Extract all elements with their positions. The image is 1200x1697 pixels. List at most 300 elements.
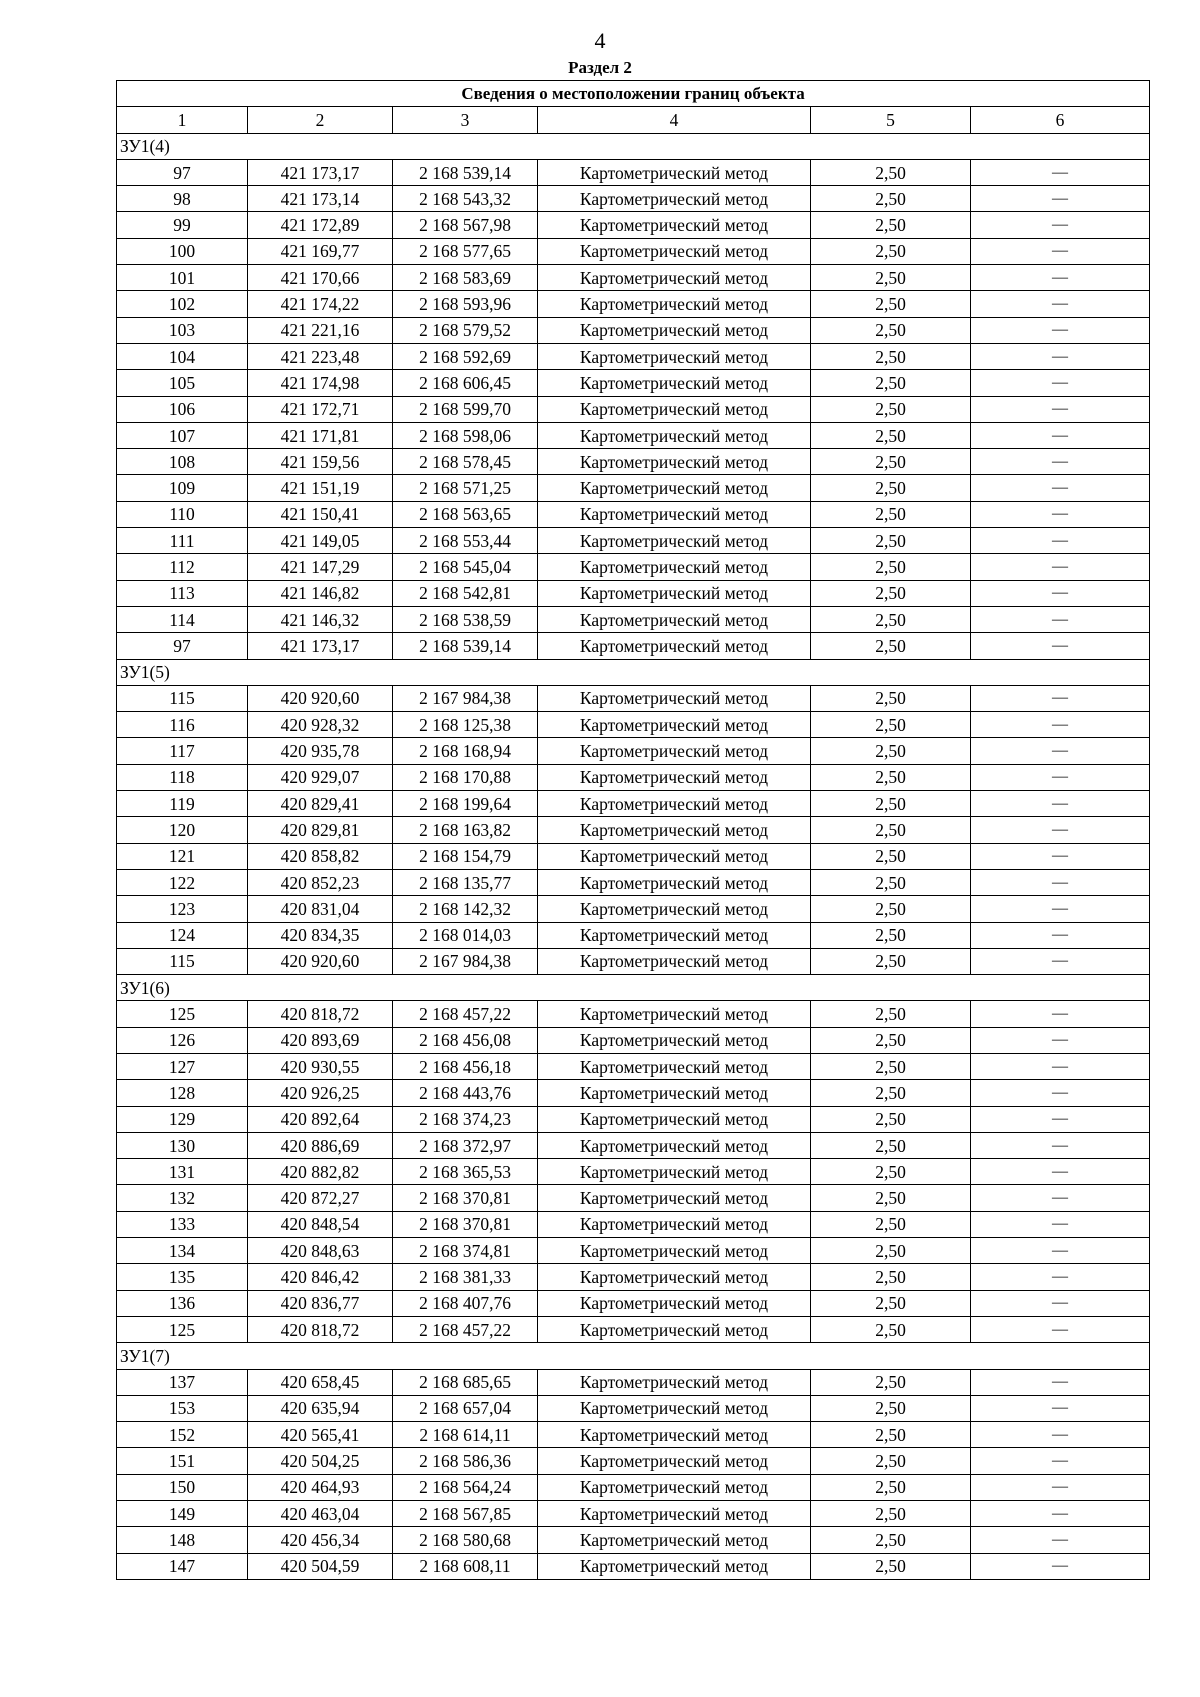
x-coordinate-cell: 421 171,81 [248,422,393,448]
x-coordinate-cell: 420 872,27 [248,1185,393,1211]
y-coordinate-cell: 2 168 539,14 [393,633,538,659]
description-cell: — [971,633,1150,659]
point-number-cell: 97 [117,633,248,659]
y-coordinate-cell: 2 168 154,79 [393,843,538,869]
y-coordinate-cell: 2 168 168,94 [393,738,538,764]
point-number-cell: 148 [117,1527,248,1553]
y-coordinate-cell: 2 168 586,36 [393,1448,538,1474]
point-number-cell: 101 [117,265,248,291]
point-number-cell: 133 [117,1211,248,1237]
x-coordinate-cell: 420 829,41 [248,791,393,817]
method-cell: Картометрический метод [538,1132,811,1158]
point-number-cell: 123 [117,896,248,922]
description-cell: — [971,1027,1150,1053]
group-row [117,133,1150,159]
y-coordinate-cell: 2 168 374,23 [393,1106,538,1132]
x-coordinate-cell: 420 920,60 [248,685,393,711]
y-coordinate-cell: 2 168 567,85 [393,1501,538,1527]
x-coordinate-cell: 421 221,16 [248,317,393,343]
point-number-cell: 107 [117,422,248,448]
accuracy-cell: 2,50 [811,791,971,817]
accuracy-cell: 2,50 [811,1316,971,1342]
point-number-cell: 137 [117,1369,248,1395]
description-cell: — [971,1264,1150,1290]
y-coordinate-cell: 2 168 456,18 [393,1053,538,1079]
y-coordinate-cell: 2 168 593,96 [393,291,538,317]
x-coordinate-cell: 421 149,05 [248,528,393,554]
description-cell: — [971,1553,1150,1579]
table-row [117,1185,1150,1211]
description-cell: — [971,896,1150,922]
method-cell: Картометрический метод [538,1316,811,1342]
y-coordinate-cell: 2 168 443,76 [393,1080,538,1106]
method-cell: Картометрический метод [538,265,811,291]
page-number: 4 [594,28,606,53]
accuracy-cell: 2,50 [811,212,971,238]
description-cell: — [971,580,1150,606]
point-number-cell: 122 [117,869,248,895]
table-row [117,712,1150,738]
point-number-cell: 120 [117,817,248,843]
table-row [117,791,1150,817]
point-number-cell: 114 [117,606,248,632]
y-coordinate-cell: 2 168 578,45 [393,449,538,475]
y-coordinate-cell: 2 168 608,11 [393,1553,538,1579]
table-row [117,422,1150,448]
table-row [117,1395,1150,1421]
column-header: 5 [811,107,971,133]
accuracy-cell: 2,50 [811,1474,971,1500]
method-cell: Картометрический метод [538,1238,811,1264]
table-body [117,81,1150,1580]
group-row [117,975,1150,1001]
y-coordinate-cell: 2 168 598,06 [393,422,538,448]
x-coordinate-cell: 421 223,48 [248,343,393,369]
x-coordinate-cell: 421 147,29 [248,554,393,580]
method-cell: Картометрический метод [538,948,811,974]
point-number-cell: 108 [117,449,248,475]
method-cell: Картометрический метод [538,1369,811,1395]
table-row [117,1369,1150,1395]
accuracy-cell: 2,50 [811,422,971,448]
method-cell: Картометрический метод [538,449,811,475]
y-coordinate-cell: 2 168 553,44 [393,528,538,554]
accuracy-cell: 2,50 [811,1395,971,1421]
accuracy-cell: 2,50 [811,817,971,843]
point-number-cell: 104 [117,343,248,369]
table-row [117,1106,1150,1132]
accuracy-cell: 2,50 [811,370,971,396]
method-cell: Картометрический метод [538,317,811,343]
table-row [117,1422,1150,1448]
boundary-coordinates-table [116,80,1150,1580]
method-cell: Картометрический метод [538,712,811,738]
description-cell: — [971,1053,1150,1079]
group-row [117,1343,1150,1369]
y-coordinate-cell: 2 168 170,88 [393,764,538,790]
point-number-cell: 131 [117,1159,248,1185]
x-coordinate-cell: 420 858,82 [248,843,393,869]
y-coordinate-cell: 2 167 984,38 [393,685,538,711]
x-coordinate-cell: 420 848,54 [248,1211,393,1237]
x-coordinate-cell: 420 565,41 [248,1422,393,1448]
table-row [117,1001,1150,1027]
table-row [117,265,1150,291]
method-cell: Картометрический метод [538,291,811,317]
group-row [117,659,1150,685]
x-coordinate-cell: 420 848,63 [248,1238,393,1264]
point-number-cell: 149 [117,1501,248,1527]
x-coordinate-cell: 420 635,94 [248,1395,393,1421]
table-row [117,896,1150,922]
y-coordinate-cell: 2 168 457,22 [393,1316,538,1342]
table-caption: Сведения о местоположении границ объекта [117,81,1150,107]
method-cell: Картометрический метод [538,1290,811,1316]
point-number-cell: 103 [117,317,248,343]
point-number-cell: 119 [117,791,248,817]
accuracy-cell: 2,50 [811,1369,971,1395]
point-number-cell: 99 [117,212,248,238]
point-number-cell: 151 [117,1448,248,1474]
table-row [117,238,1150,264]
description-cell: — [971,1395,1150,1421]
table-caption-row [117,81,1150,107]
point-number-cell: 97 [117,159,248,185]
accuracy-cell: 2,50 [811,475,971,501]
accuracy-cell: 2,50 [811,580,971,606]
method-cell: Картометрический метод [538,1185,811,1211]
accuracy-cell: 2,50 [811,922,971,948]
description-cell: — [971,1132,1150,1158]
y-coordinate-cell: 2 168 579,52 [393,317,538,343]
method-cell: Картометрический метод [538,1553,811,1579]
x-coordinate-cell: 421 174,98 [248,370,393,396]
point-number-cell: 135 [117,1264,248,1290]
method-cell: Картометрический метод [538,869,811,895]
x-coordinate-cell: 421 174,22 [248,291,393,317]
method-cell: Картометрический метод [538,528,811,554]
y-coordinate-cell: 2 168 539,14 [393,159,538,185]
table-row [117,1553,1150,1579]
method-cell: Картометрический метод [538,738,811,764]
point-number-cell: 115 [117,685,248,711]
table-row [117,764,1150,790]
point-number-cell: 118 [117,764,248,790]
x-coordinate-cell: 420 928,32 [248,712,393,738]
table-row [117,317,1150,343]
accuracy-cell: 2,50 [811,1001,971,1027]
method-cell: Картометрический метод [538,343,811,369]
y-coordinate-cell: 2 168 374,81 [393,1238,538,1264]
accuracy-cell: 2,50 [811,554,971,580]
point-number-cell: 110 [117,501,248,527]
table-row [117,343,1150,369]
method-cell: Картометрический метод [538,1211,811,1237]
accuracy-cell: 2,50 [811,1106,971,1132]
y-coordinate-cell: 2 168 657,04 [393,1395,538,1421]
x-coordinate-cell: 420 893,69 [248,1027,393,1053]
description-cell: — [971,1501,1150,1527]
description-cell: — [971,449,1150,475]
y-coordinate-cell: 2 168 567,98 [393,212,538,238]
table-row [117,212,1150,238]
y-coordinate-cell: 2 168 592,69 [393,343,538,369]
group-label: ЗУ1(7) [117,1343,1150,1369]
accuracy-cell: 2,50 [811,159,971,185]
method-cell: Картометрический метод [538,212,811,238]
y-coordinate-cell: 2 168 580,68 [393,1527,538,1553]
accuracy-cell: 2,50 [811,606,971,632]
accuracy-cell: 2,50 [811,265,971,291]
description-cell: — [971,1159,1150,1185]
x-coordinate-cell: 420 834,35 [248,922,393,948]
x-coordinate-cell: 420 504,25 [248,1448,393,1474]
table-row [117,1264,1150,1290]
y-coordinate-cell: 2 168 407,76 [393,1290,538,1316]
description-cell: — [971,554,1150,580]
x-coordinate-cell: 420 831,04 [248,896,393,922]
method-cell: Картометрический метод [538,1001,811,1027]
table-row [117,159,1150,185]
method-cell: Картометрический метод [538,1474,811,1500]
method-cell: Картометрический метод [538,370,811,396]
y-coordinate-cell: 2 168 583,69 [393,265,538,291]
x-coordinate-cell: 420 920,60 [248,948,393,974]
x-coordinate-cell: 420 504,59 [248,1553,393,1579]
x-coordinate-cell: 421 173,17 [248,633,393,659]
description-cell: — [971,1448,1150,1474]
method-cell: Картометрический метод [538,922,811,948]
method-cell: Картометрический метод [538,685,811,711]
table-row [117,1448,1150,1474]
point-number-cell: 126 [117,1027,248,1053]
description-cell: — [971,1422,1150,1448]
accuracy-cell: 2,50 [811,501,971,527]
accuracy-cell: 2,50 [811,738,971,764]
y-coordinate-cell: 2 168 381,33 [393,1264,538,1290]
x-coordinate-cell: 421 173,14 [248,186,393,212]
x-coordinate-cell: 420 456,34 [248,1527,393,1553]
description-cell: — [971,1369,1150,1395]
table-row [117,1290,1150,1316]
table-row [117,501,1150,527]
point-number-cell: 147 [117,1553,248,1579]
accuracy-cell: 2,50 [811,1264,971,1290]
method-cell: Картометрический метод [538,1448,811,1474]
y-coordinate-cell: 2 168 564,24 [393,1474,538,1500]
y-coordinate-cell: 2 168 685,65 [393,1369,538,1395]
point-number-cell: 112 [117,554,248,580]
accuracy-cell: 2,50 [811,685,971,711]
y-coordinate-cell: 2 168 457,22 [393,1001,538,1027]
x-coordinate-cell: 421 151,19 [248,475,393,501]
method-cell: Картометрический метод [538,159,811,185]
description-cell: — [971,1474,1150,1500]
method-cell: Картометрический метод [538,1501,811,1527]
accuracy-cell: 2,50 [811,291,971,317]
description-cell: — [971,528,1150,554]
x-coordinate-cell: 421 172,89 [248,212,393,238]
description-cell: — [971,1080,1150,1106]
method-cell: Картометрический метод [538,238,811,264]
y-coordinate-cell: 2 168 142,32 [393,896,538,922]
y-coordinate-cell: 2 168 577,65 [393,238,538,264]
table-row [117,291,1150,317]
accuracy-cell: 2,50 [811,343,971,369]
method-cell: Картометрический метод [538,1027,811,1053]
description-cell: — [971,343,1150,369]
method-cell: Картометрический метод [538,843,811,869]
y-coordinate-cell: 2 168 125,38 [393,712,538,738]
table-row [117,633,1150,659]
accuracy-cell: 2,50 [811,396,971,422]
y-coordinate-cell: 2 168 543,32 [393,186,538,212]
y-coordinate-cell: 2 168 563,65 [393,501,538,527]
accuracy-cell: 2,50 [811,317,971,343]
accuracy-cell: 2,50 [811,869,971,895]
x-coordinate-cell: 420 658,45 [248,1369,393,1395]
method-cell: Картометрический метод [538,1395,811,1421]
accuracy-cell: 2,50 [811,1132,971,1158]
accuracy-cell: 2,50 [811,1290,971,1316]
y-coordinate-cell: 2 168 199,64 [393,791,538,817]
method-cell: Картометрический метод [538,1422,811,1448]
accuracy-cell: 2,50 [811,1053,971,1079]
y-coordinate-cell: 2 168 545,04 [393,554,538,580]
description-cell: — [971,265,1150,291]
description-cell: — [971,764,1150,790]
accuracy-cell: 2,50 [811,948,971,974]
y-coordinate-cell: 2 168 571,25 [393,475,538,501]
accuracy-cell: 2,50 [811,449,971,475]
accuracy-cell: 2,50 [811,1159,971,1185]
point-number-cell: 115 [117,948,248,974]
table-row [117,370,1150,396]
y-coordinate-cell: 2 168 456,08 [393,1027,538,1053]
description-cell: — [971,712,1150,738]
description-cell: — [971,475,1150,501]
method-cell: Картометрический метод [538,1264,811,1290]
method-cell: Картометрический метод [538,186,811,212]
description-cell: — [971,396,1150,422]
table-row [117,1027,1150,1053]
point-number-cell: 106 [117,396,248,422]
method-cell: Картометрический метод [538,1053,811,1079]
description-cell: — [971,817,1150,843]
x-coordinate-cell: 421 169,77 [248,238,393,264]
x-coordinate-cell: 421 159,56 [248,449,393,475]
description-cell: — [971,606,1150,632]
table-row [117,1132,1150,1158]
table-row [117,186,1150,212]
description-cell: — [971,1001,1150,1027]
x-coordinate-cell: 420 829,81 [248,817,393,843]
point-number-cell: 113 [117,580,248,606]
table-row [117,475,1150,501]
table-row [117,1159,1150,1185]
method-cell: Картометрический метод [538,554,811,580]
x-coordinate-cell: 421 172,71 [248,396,393,422]
accuracy-cell: 2,50 [811,1238,971,1264]
x-coordinate-cell: 421 146,32 [248,606,393,632]
method-cell: Картометрический метод [538,475,811,501]
table-row [117,869,1150,895]
y-coordinate-cell: 2 168 372,97 [393,1132,538,1158]
accuracy-cell: 2,50 [811,1211,971,1237]
accuracy-cell: 2,50 [811,712,971,738]
table-row [117,685,1150,711]
table-row [117,738,1150,764]
method-cell: Картометрический метод [538,633,811,659]
x-coordinate-cell: 420 935,78 [248,738,393,764]
table-row [117,1527,1150,1553]
column-header: 4 [538,107,811,133]
table-row [117,554,1150,580]
description-cell: — [971,291,1150,317]
y-coordinate-cell: 2 168 599,70 [393,396,538,422]
point-number-cell: 121 [117,843,248,869]
method-cell: Картометрический метод [538,896,811,922]
method-cell: Картометрический метод [538,1106,811,1132]
description-cell: — [971,922,1150,948]
table-row [117,580,1150,606]
description-cell: — [971,1106,1150,1132]
accuracy-cell: 2,50 [811,1422,971,1448]
method-cell: Картометрический метод [538,1527,811,1553]
accuracy-cell: 2,50 [811,1080,971,1106]
x-coordinate-cell: 420 846,42 [248,1264,393,1290]
method-cell: Картометрический метод [538,1080,811,1106]
point-number-cell: 125 [117,1001,248,1027]
section-title: Раздел 2 [568,58,632,77]
description-cell: — [971,422,1150,448]
method-cell: Картометрический метод [538,501,811,527]
accuracy-cell: 2,50 [811,1027,971,1053]
point-number-cell: 125 [117,1316,248,1342]
x-coordinate-cell: 420 926,25 [248,1080,393,1106]
x-coordinate-cell: 420 882,82 [248,1159,393,1185]
accuracy-cell: 2,50 [811,843,971,869]
y-coordinate-cell: 2 168 135,77 [393,869,538,895]
accuracy-cell: 2,50 [811,1527,971,1553]
accuracy-cell: 2,50 [811,1553,971,1579]
method-cell: Картометрический метод [538,606,811,632]
point-number-cell: 124 [117,922,248,948]
method-cell: Картометрический метод [538,817,811,843]
x-coordinate-cell: 421 170,66 [248,265,393,291]
point-number-cell: 111 [117,528,248,554]
accuracy-cell: 2,50 [811,238,971,264]
method-cell: Картометрический метод [538,422,811,448]
group-label: ЗУ1(5) [117,659,1150,685]
point-number-cell: 98 [117,186,248,212]
accuracy-cell: 2,50 [811,186,971,212]
description-cell: — [971,1238,1150,1264]
table-row [117,1053,1150,1079]
y-coordinate-cell: 2 168 370,81 [393,1211,538,1237]
accuracy-cell: 2,50 [811,528,971,554]
table-row [117,922,1150,948]
point-number-cell: 152 [117,1422,248,1448]
group-label: ЗУ1(4) [117,133,1150,159]
description-cell: — [971,869,1150,895]
table-row [117,528,1150,554]
point-number-cell: 129 [117,1106,248,1132]
y-coordinate-cell: 2 168 014,03 [393,922,538,948]
method-cell: Картометрический метод [538,396,811,422]
method-cell: Картометрический метод [538,764,811,790]
point-number-cell: 102 [117,291,248,317]
